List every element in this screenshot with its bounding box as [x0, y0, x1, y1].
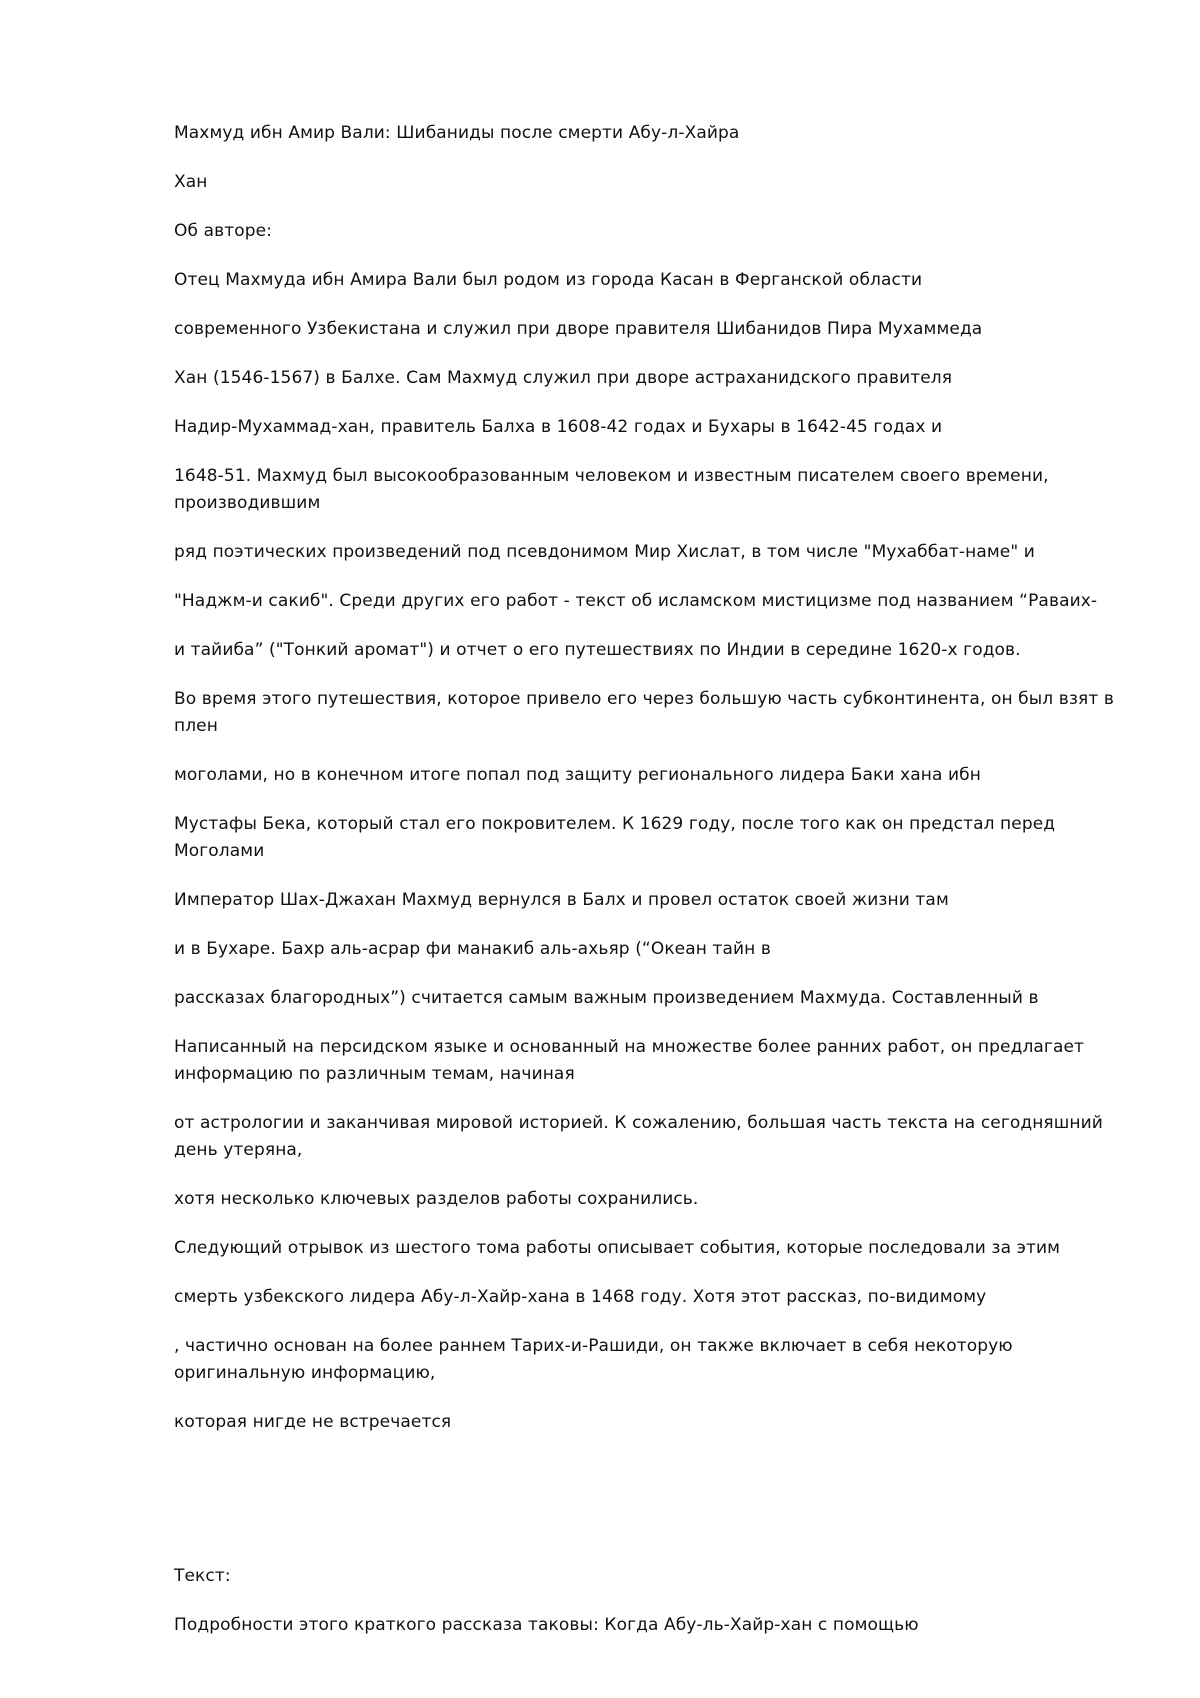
paragraph: "Наджм-и сакиб". Среди других его работ - текст об исламском мистицизме под названием “Раваих- [174, 591, 1098, 611]
paragraph: Написанный на персидском языке и основанный на множестве более ранних работ, он предлагает информацию по различным темам, начиная [174, 1037, 1085, 1084]
about-author-heading: Об авторе: [174, 221, 272, 241]
document-subtitle: Хан [174, 172, 208, 192]
paragraph: современного Узбекистана и служил при дворе правителя Шибанидов Пира Мухаммеда [174, 319, 983, 339]
paragraph: Мустафы Бека, который стал его покровителем. К 1629 году, после того как он предстал перед Моголами [174, 814, 1056, 861]
paragraph: , частично основан на более раннем Тарих-и-Рашиди, он также включает в себя некоторую оригинальную информацию, [174, 1336, 1013, 1383]
paragraph: Надир-Мухаммад-хан, правитель Балха в 1608-42 годах и Бухары в 1642-45 годах и [174, 417, 943, 437]
paragraph: Следующий отрывок из шестого тома работы описывает события, которые последовали за этим [174, 1238, 1061, 1258]
text-section-heading: Текст: [174, 1566, 231, 1586]
document-body [174, 120, 1134, 1661]
paragraph: и в Бухаре. Бахр аль-асрар фи манакиб аль-ахьяр (“Океан тайн в [174, 939, 771, 959]
paragraph: которая нигде не встречается [174, 1412, 452, 1432]
paragraph: ряд поэтических произведений под псевдонимом Мир Хислат, в том числе "Мухаббат-наме" и [174, 542, 1035, 562]
paragraph: смерть узбекского лидера Абу-л-Хайр-хана в 1468 году. Хотя этот рассказ, по-видимому [174, 1287, 987, 1307]
paragraph: 1648-51. Махмуд был высокообразованным человеком и известным писателем своего времени, производившим [174, 466, 1049, 513]
paragraph: Император Шах-Джахан Махмуд вернулся в Балх и провел остаток своей жизни там [174, 890, 949, 910]
blank-space [174, 1458, 1134, 1563]
paragraph: от астрологии и заканчивая мировой историей. К сожалению, большая часть текста на сегодняшний день утеряна, [174, 1113, 1103, 1160]
paragraph: Во время этого путешествия, которое привело его через большую часть субконтинента, он был взят в плен [174, 689, 1114, 736]
paragraph: моголами, но в конечном итоге попал под защиту регионального лидера Баки хана ибн [174, 765, 981, 785]
text-first-line: Подробности этого краткого рассказа таковы: Когда Абу-ль-Хайр-хан с помощью [174, 1615, 919, 1635]
paragraph: Хан (1546-1567) в Балхе. Сам Махмуд служил при дворе астраханидского правителя [174, 368, 953, 388]
paragraph: и тайиба” ("Тонкий аромат") и отчет о его путешествиях по Индии в середине 1620-х годов. [174, 640, 1021, 660]
paragraph: Отец Махмуда ибн Амира Вали был родом из города Касан в Ферганской области [174, 270, 923, 290]
paragraph: рассказах благородных”) считается самым важным произведением Махмуда. Составленный в [174, 988, 1039, 1008]
document-title: Махмуд ибн Амир Вали: Шибаниды после смерти Абу-л-Хайра [174, 123, 740, 143]
paragraph: хотя несколько ключевых разделов работы сохранились. [174, 1189, 699, 1209]
